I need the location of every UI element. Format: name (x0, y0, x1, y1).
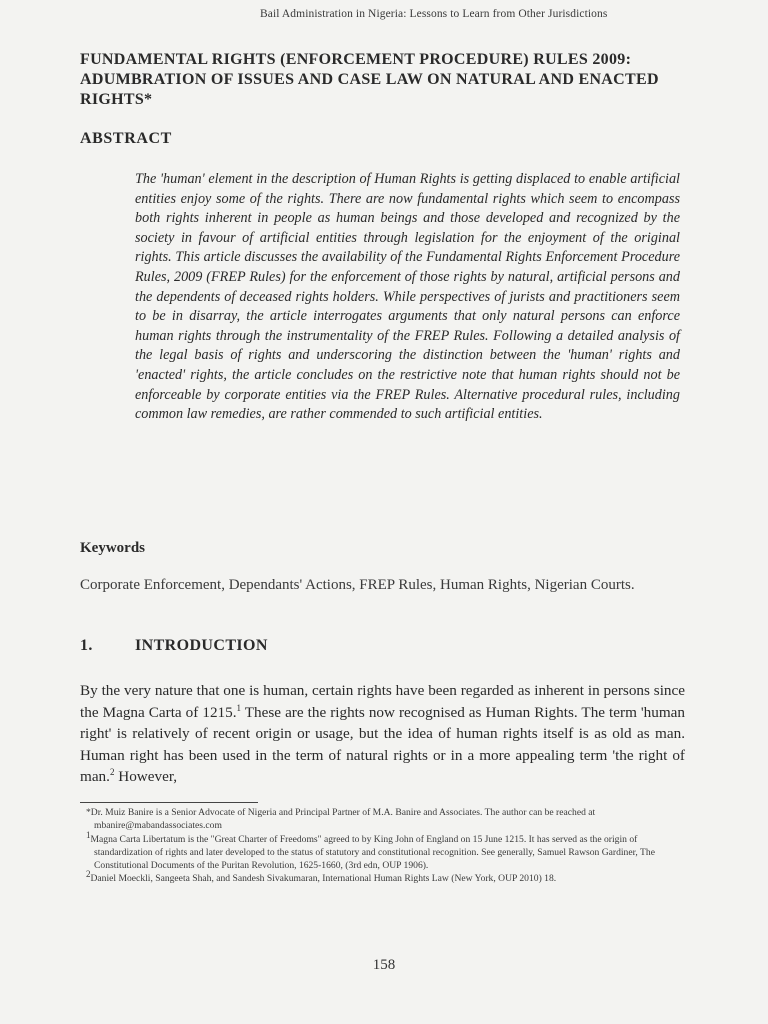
footnotes (80, 806, 685, 886)
footnote-1 (80, 829, 685, 873)
page-number: 158 (372, 957, 396, 973)
article-title: FUNDAMENTAL RIGHTS (ENFORCEMENT PROCEDURE) RULES 2009: ADUMBRATION OF ISSUES AND CASE LAW ON NATURAL AND ENACTED RIGHTS* (80, 51, 659, 108)
intro-text-part-3: However, (114, 768, 178, 785)
footnote-text: Magna Carta Libertatum is the "Great Charter of Freedoms" agreed to by King John of England on 15 June 1215. It has served as the origin of standardization of rights and later developed to the status of statutory and constitutional recognition. See generally, Samuel Rawson Gardiner, The Constitutional Documents of the Puritan Revolution, 1625-1660, (3rd edn, OUP 1906). (90, 833, 655, 872)
footnote-author (80, 806, 685, 833)
footnote-divider (80, 802, 258, 803)
abstract-heading: ABSTRACT (80, 130, 172, 147)
introduction-paragraph (80, 680, 685, 788)
keywords-heading: Keywords (80, 540, 145, 556)
keywords-text: Corporate Enforcement, Dependants' Actions, FREP Rules, Human Rights, Nigerian Courts. (80, 577, 635, 593)
intro-text-part-2: These are the rights now recognised as Human Rights. The term 'human right' is relatively of recent origin or usage, but the idea of human rights itself is as old as man. Human right has been used in the term of natural rights or in a more appealing term 'the right of man. (80, 703, 685, 785)
footnote-text: *Dr. Muiz Banire is a Senior Advocate of Nigeria and Principal Partner of M.A. Banire and Associates. The author can be reached at mbanire@mabandassociates.com (86, 807, 596, 832)
footnote-ref-1[interactable]: 1 (236, 702, 242, 713)
abstract-text: The 'human' element in the description of Human Rights is getting displaced to enable artificial entities enjoy some of the rights. There are now fundamental rights which seem to encompass both rights inherent in people as human beings and those developed and recognized by the society in favour of artificial entities through legislation for the enjoyment of the original rights. This article discusses the availability of the Fundamental Rights Enforcement Procedure Rules, 2009 (FREP Rules) for the enforcement of those rights by natural, artificial persons and the dependents of deceased rights holders. While perspectives of jurists and practitioners seem to be in disarray, the article interrogates arguments that only natural persons can enforce human rights through the instrumentality of the FREP Rules. Following a detailed analysis of the legal basis of rights and underscoring the distinction between the 'human' rights and 'enacted' rights, the article concludes on the restrictive note that human rights should not be enforceable by corporate entities via the FREP Rules. Alternative procedural rules, including common law remedies, are rather commended to such artificial entities. (135, 171, 680, 423)
footnote-mark: 1 (86, 829, 91, 840)
section-heading (80, 637, 268, 655)
section-number: 1. (80, 637, 93, 654)
running-head: Bail Administration in Nigeria: Lessons to Learn from Other Jurisdictions (260, 8, 608, 20)
footnote-mark: 2 (86, 869, 91, 880)
footnote-2 (80, 869, 685, 885)
footnote-text: Daniel Moeckli, Sangeeta Shah, and Sandesh Sivakumaran, International Human Rights Law (New York, OUP 2010) 18. (90, 873, 557, 885)
section-title: INTRODUCTION (135, 637, 268, 654)
footnote-ref-2[interactable]: 2 (109, 766, 115, 777)
intro-text-part-1: By the very nature that one is human, certain rights have been regarded as inherent in persons since the Magna Carta of 1215. (80, 682, 685, 721)
